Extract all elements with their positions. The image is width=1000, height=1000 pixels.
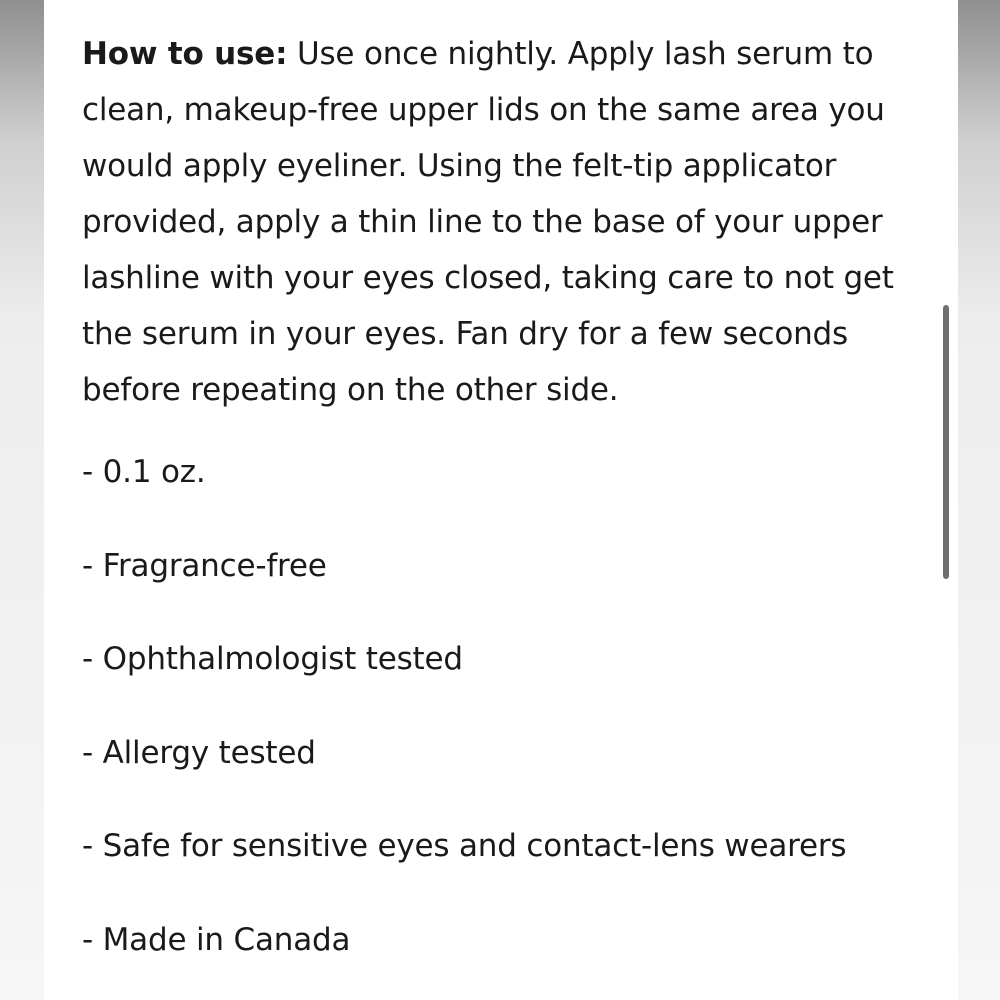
product-description xyxy=(82,26,928,1000)
scrollbar-thumb[interactable] xyxy=(943,305,949,579)
feature-allergy-tested: - Allergy tested xyxy=(82,734,316,771)
how-to-use-paragraph xyxy=(82,26,928,418)
how-to-use-text: Use once nightly. Apply lash serum to clean, makeup-free upper lids on the same area you would apply eyeliner. Using the felt-tip applicator provided, apply a thin line to the base of your upper lashline with your eyes closed, taking care to not get the serum in your eyes. Fan dry for a few seconds before repeating on the other side. xyxy=(82,36,894,408)
feature-size: - 0.1 oz. xyxy=(82,454,206,490)
feature-made-in-canada: - Made in Canada xyxy=(82,921,351,958)
feature-list xyxy=(82,444,928,968)
feature-sensitive-eyes: - Safe for sensitive eyes and contact-lens wearers xyxy=(82,828,847,865)
how-to-use-label: How to use: xyxy=(82,36,288,72)
feature-fragrance-free: - Fragrance-free xyxy=(82,547,327,584)
feature-ophthalmologist-tested: - Ophthalmologist tested xyxy=(82,641,463,678)
description-panel xyxy=(44,0,958,1000)
